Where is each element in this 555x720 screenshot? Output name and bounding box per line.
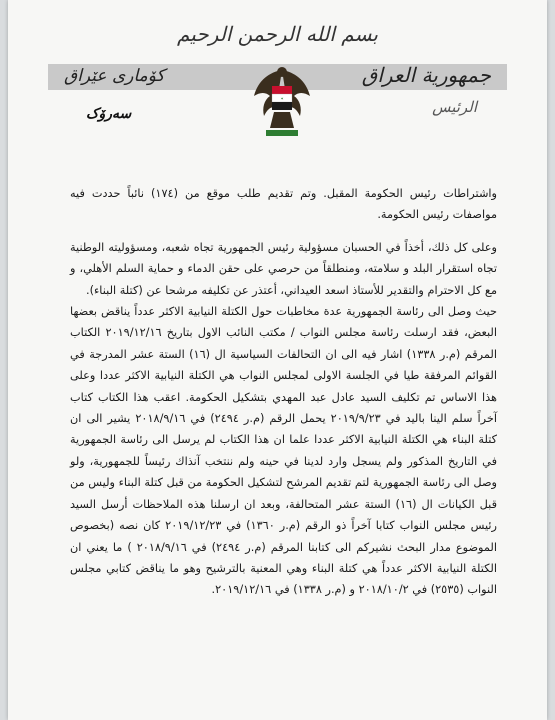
svg-text:✶: ✶ — [280, 96, 284, 101]
letter-page — [8, 0, 547, 720]
eagle-emblem-icon — [250, 62, 314, 142]
basmala: بسم الله الرحمن الرحيم — [176, 22, 378, 46]
kurdish-signature-label: سەرۆک — [86, 106, 132, 122]
paragraph-3: حيث وصل الى رئاسة الجمهورية عدة مخاطبات حول الكتلة النيابية الاكثر عدداً يناقض بعضها البعض، فقد ارسلت رئاسة مجلس النواب / مكتب النائب الاول بتاريخ ٢٠١٩/١٢/١٦ الكتاب المرقم (م.ر ١٣٣٨) اشار فيه الى ان التحالفات السياسية ال (١٦) الستة عشر المدرجة في القوائم المرفقة طيا في الجلسة الاولى لمجلس النواب هي الكتلة النيابية الاكثر عددا وعلى هذا الاساس تم تكليف السيد عادل عبد المهدي بتشكيل الحكومة. اعقب هذا الكتاب كتاب آخراً سلم الينا باليد في ٢٠١٩/٩/٢٣ يحمل الرقم (م.ر ٢٤٩٤) في ٢٠١٨/٩/١٦ يشير الى ان كتلة البناء هي الكتلة النيابية الاكثر عددا علما ان هذا الكتاب لم يرسل الى رئاسة الجمهورية في التاريخ المذكور ولم يسجل وارد لدينا في حينه ولم ننتخب آنذاك رئيساً للجمهورية، ولو وصل الى رئاسة الجمهورية لتم تقديم المرشح لتشكيل الحكومة من قبل كتلة البناء وليس من قبل الكيانات ال (١٦) الستة عشر المتحالفة، وبعد ان ارسلنا هذه الملاحظات أرسل السيد رئيس مجلس النواب كتابا آخراً ذو الرقم (م.ر ١٣٦٠) في ٢٠١٩/١٢/٢٣ كان نصه (بخصوص الموضوع مدار البحث نشيركم الى كتابنا المرقم (م.ر ٢٤٩٤) في ٢٠١٨/٩/١٦ ) ما يعني ان الكتلة النيابية الاكثر عدداً هي كتلة البناء وهي المعنية بالترشيح وهو ما يناقض كتابي مجلس النواب (٢٥٣٥) في ٢٠١٨/١٠/٢ و (م.ر ١٣٣٨) في ٢٠١٩/١٢/١٦. — [70, 305, 498, 597]
letter-body — [70, 183, 497, 601]
republic-title: جمهورية العراق — [361, 63, 491, 87]
paragraph-1: واشتراطات رئيس الحكومة المقبل. وتم تقديم طلب موقع من (١٧٤) نائباً حددت فيه مواصفات رئيس الحكومة. — [70, 187, 497, 222]
paragraph-2: وعلى كل ذلك، أخذاً في الحسبان مسؤولية رئيس الجمهورية تجاه شعبه، ومسؤوليته الوطنية تجاه استقرار البلد و سلامته، ومنطلقاً من حرصي على حقن الدماء و حماية السلم الأهلي، و مع كل الاحترام والتقدير للأستاذ اسعد العيداني، أعتذر عن تكليفه مرشحا عن (كتلة البناء). — [70, 240, 497, 297]
kurdish-title: كۆماری عێراق — [64, 66, 165, 86]
president-title: الرئيس — [432, 98, 477, 116]
